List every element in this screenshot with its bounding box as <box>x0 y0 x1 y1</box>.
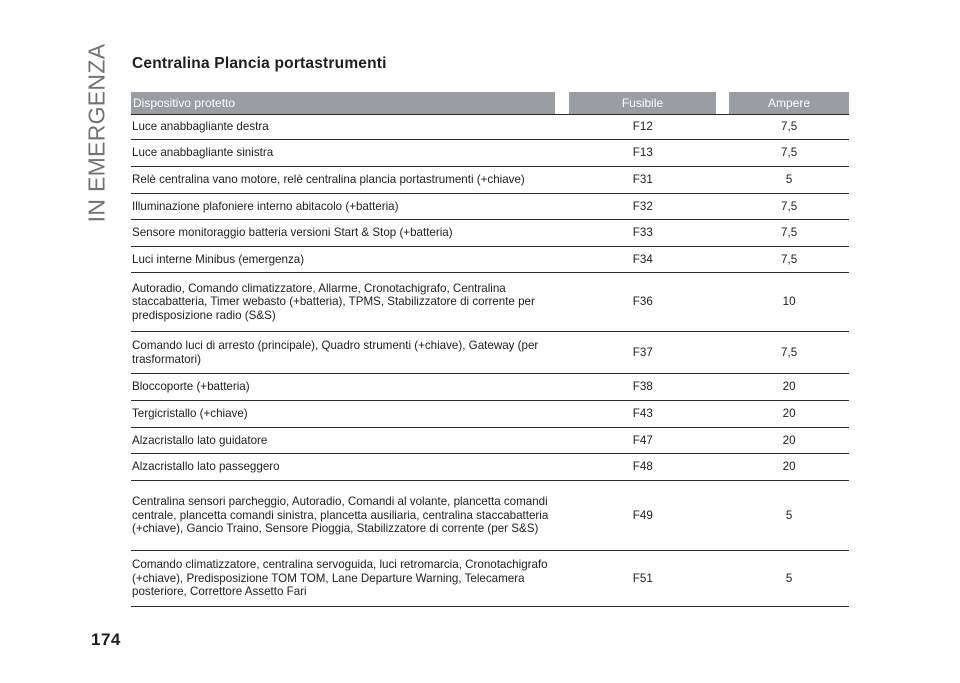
cell-device: Sensore monitoraggio batteria versioni Start & Stop (+batteria) <box>132 226 453 240</box>
cell-device: Bloccoporte (+batteria) <box>132 380 250 394</box>
cell-ampere: 20 <box>782 407 796 421</box>
cell-fuse: F43 <box>632 407 653 421</box>
cell-ampere: 5 <box>785 173 793 187</box>
cell-fuse: F37 <box>632 345 653 359</box>
cell-device: Autoradio, Comando climatizzatore, Allarme, Cronotachigrafo, Centralina staccabatteria, Timer webasto (+batteria), TPMS, Stabilizzatore di corrente per predisposizione radio (S&S) <box>132 281 535 322</box>
page-number: 174 <box>91 630 121 649</box>
cell-fuse: F36 <box>632 295 653 309</box>
table-row <box>131 374 849 401</box>
header-device: Dispositivo protetto <box>131 92 555 114</box>
table-row <box>131 220 849 247</box>
table-row <box>131 481 849 551</box>
cell-device: Centralina sensori parcheggio, Autoradio, Comandi al volante, plancetta comandi centrale, plancetta comandi sinistra, plancetta ausiliaria, centralina staccabatteria (+chiave), Gancio Traino, Sensore Pioggia, Stabilizzatore di corrente (per S&S) <box>132 495 549 536</box>
cell-ampere: 7,5 <box>781 120 798 134</box>
cell-ampere: 20 <box>782 433 796 447</box>
table-header <box>131 92 849 114</box>
cell-ampere: 5 <box>785 508 793 522</box>
cell-fuse: F34 <box>632 252 653 266</box>
cell-device: Alzacristallo lato guidatore <box>132 433 268 447</box>
cell-device: Comando luci di arresto (principale), Quadro strumenti (+chiave), Gateway (per trasformatori) <box>132 339 539 366</box>
cell-ampere: 5 <box>785 571 793 585</box>
header-fuse: Fusibile <box>569 92 716 114</box>
table-row <box>131 194 849 220</box>
section-title <box>84 40 110 225</box>
table-row <box>131 428 849 454</box>
table-row <box>131 247 849 273</box>
page-heading: Centralina Plancia portastrumenti <box>132 55 387 72</box>
table-row <box>131 273 849 332</box>
cell-ampere: 7,5 <box>781 146 798 160</box>
table-row <box>131 332 849 374</box>
cell-fuse: F32 <box>632 199 653 213</box>
table-row <box>131 551 849 607</box>
cell-device: Luce anabbagliante destra <box>132 120 269 134</box>
cell-ampere: 7,5 <box>781 226 798 240</box>
cell-ampere: 7,5 <box>781 199 798 213</box>
cell-device: Luci interne Minibus (emergenza) <box>132 252 305 266</box>
cell-fuse: F49 <box>632 508 653 522</box>
cell-device: Alzacristallo lato passeggero <box>132 460 280 474</box>
cell-ampere: 7,5 <box>781 345 798 359</box>
section-title-text: IN EMERGENZA <box>83 43 110 222</box>
cell-device: Tergicristallo (+chiave) <box>132 407 248 421</box>
table-row <box>131 454 849 481</box>
cell-ampere: 20 <box>782 460 796 474</box>
cell-fuse: F38 <box>632 380 653 394</box>
table-row <box>131 167 849 194</box>
fuse-table <box>131 92 849 607</box>
cell-fuse: F31 <box>632 173 653 187</box>
cell-fuse: F13 <box>632 146 653 160</box>
cell-device: Relè centralina vano motore, relè centralina plancia portastrumenti (+chiave) <box>132 173 525 187</box>
cell-device: Luce anabbagliante sinistra <box>132 146 274 160</box>
cell-fuse: F47 <box>632 433 653 447</box>
cell-ampere: 7,5 <box>781 252 798 266</box>
cell-fuse: F51 <box>632 571 653 585</box>
table-row <box>131 140 849 167</box>
table-body <box>131 114 849 607</box>
cell-fuse: F33 <box>632 226 653 240</box>
header-ampere: Ampere <box>729 92 849 114</box>
cell-ampere: 10 <box>782 295 796 309</box>
cell-fuse: F48 <box>632 460 653 474</box>
cell-device: Illuminazione plafoniere interno abitacolo (+batteria) <box>132 199 399 213</box>
cell-device: Comando climatizzatore, centralina servoguida, luci retromarcia, Cronotachigrafo (+chiave), Predisposizione TOM TOM, Lane Departure Warning, Telecamera posteriore, Correttore Assetto Fari <box>132 558 548 599</box>
cell-fuse: F12 <box>632 120 653 134</box>
table-row <box>131 401 849 428</box>
table-row <box>131 114 849 140</box>
cell-ampere: 20 <box>782 380 796 394</box>
